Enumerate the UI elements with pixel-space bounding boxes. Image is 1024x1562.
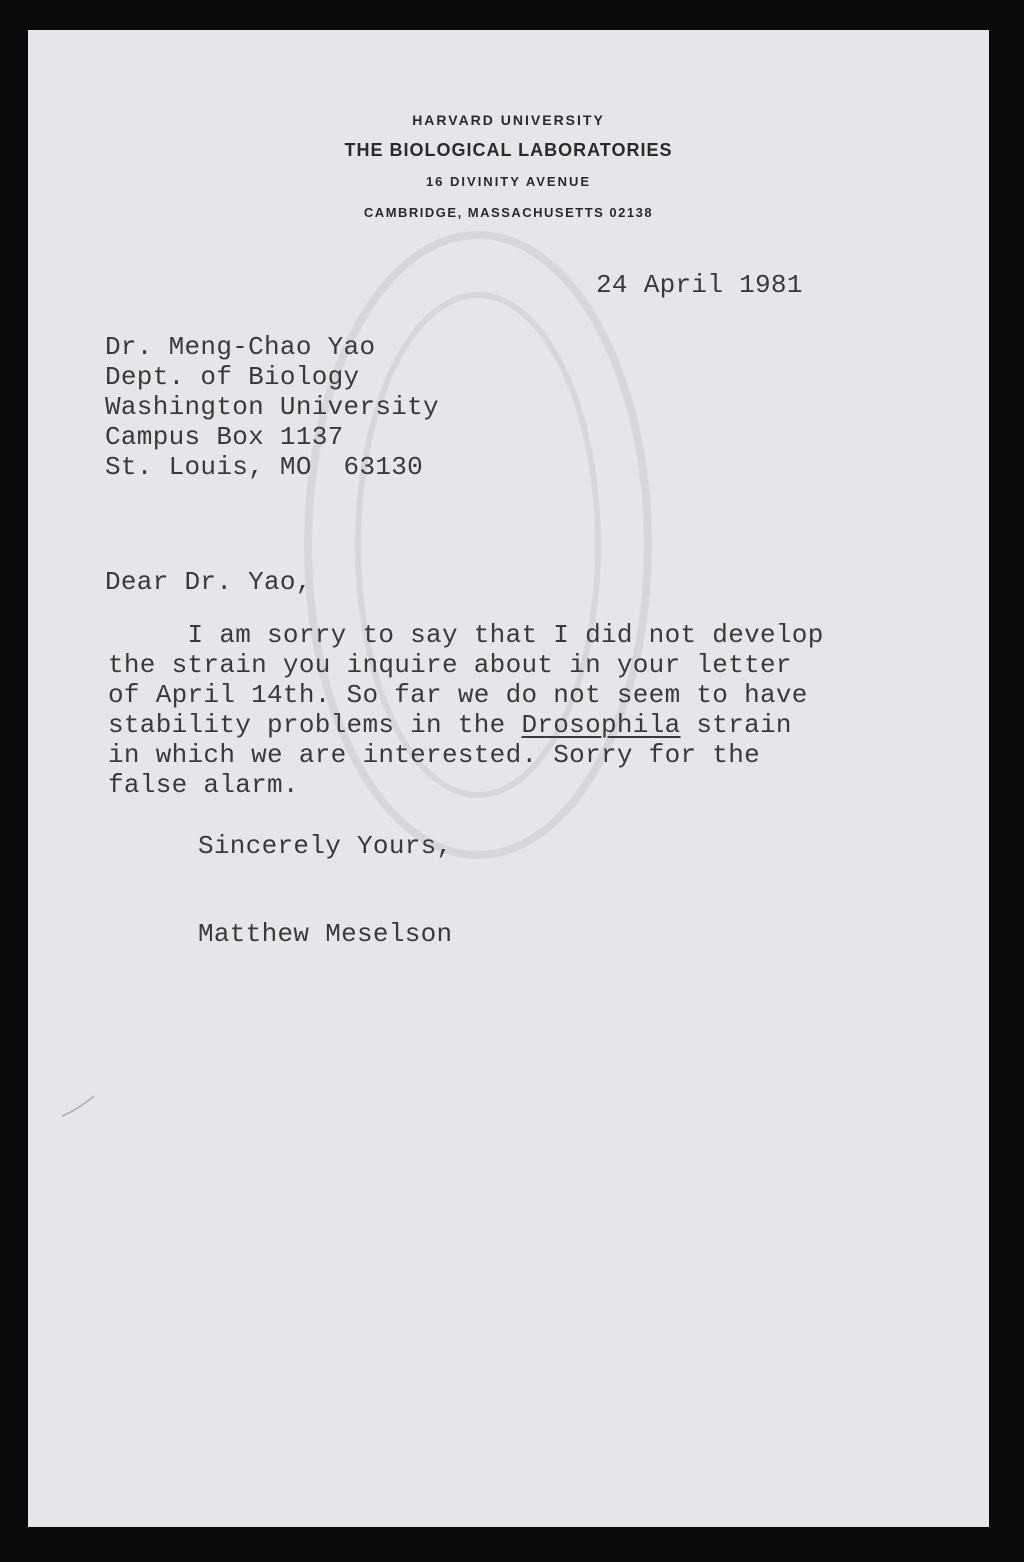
closing: Sincerely Yours, bbox=[198, 831, 453, 861]
body-line: false alarm. bbox=[108, 770, 299, 800]
letterhead-city: CAMBRIDGE, MASSACHUSETTS 02138 bbox=[363, 205, 654, 220]
recipient-department: Dept. of Biology bbox=[105, 362, 360, 392]
recipient-institution: Washington University bbox=[105, 392, 439, 422]
letterhead-university: HARVARD UNIVERSITY bbox=[412, 112, 605, 128]
letter-paper bbox=[28, 30, 989, 1527]
body-line: in which we are interested. Sorry for the bbox=[108, 740, 761, 770]
letterhead-street: 16 DIVINITY AVENUE bbox=[425, 174, 592, 189]
recipient-name: Dr. Meng-Chao Yao bbox=[105, 332, 376, 362]
species-name-underlined: Drosophila bbox=[521, 710, 681, 740]
body-line: I am sorry to say that I did not develop bbox=[108, 620, 824, 650]
body-text: stability problems in the bbox=[108, 710, 522, 740]
recipient-city: St. Louis, MO 63130 bbox=[105, 452, 424, 482]
body-text: strain bbox=[680, 710, 792, 740]
salutation: Dear Dr. Yao, bbox=[105, 567, 312, 597]
body-line: the strain you inquire about in your letter bbox=[108, 650, 792, 680]
recipient-address bbox=[105, 332, 439, 482]
letterhead-laboratories: THE BIOLOGICAL LABORATORIES bbox=[344, 140, 673, 160]
letter-body bbox=[108, 620, 824, 800]
letter-date: 24 April 1981 bbox=[596, 270, 803, 300]
recipient-box: Campus Box 1137 bbox=[105, 422, 344, 452]
body-line: of April 14th. So far we do not seem to have bbox=[108, 680, 808, 710]
stray-pen-mark bbox=[58, 1090, 98, 1120]
signer-name: Matthew Meselson bbox=[198, 919, 453, 949]
body-line bbox=[108, 710, 824, 740]
